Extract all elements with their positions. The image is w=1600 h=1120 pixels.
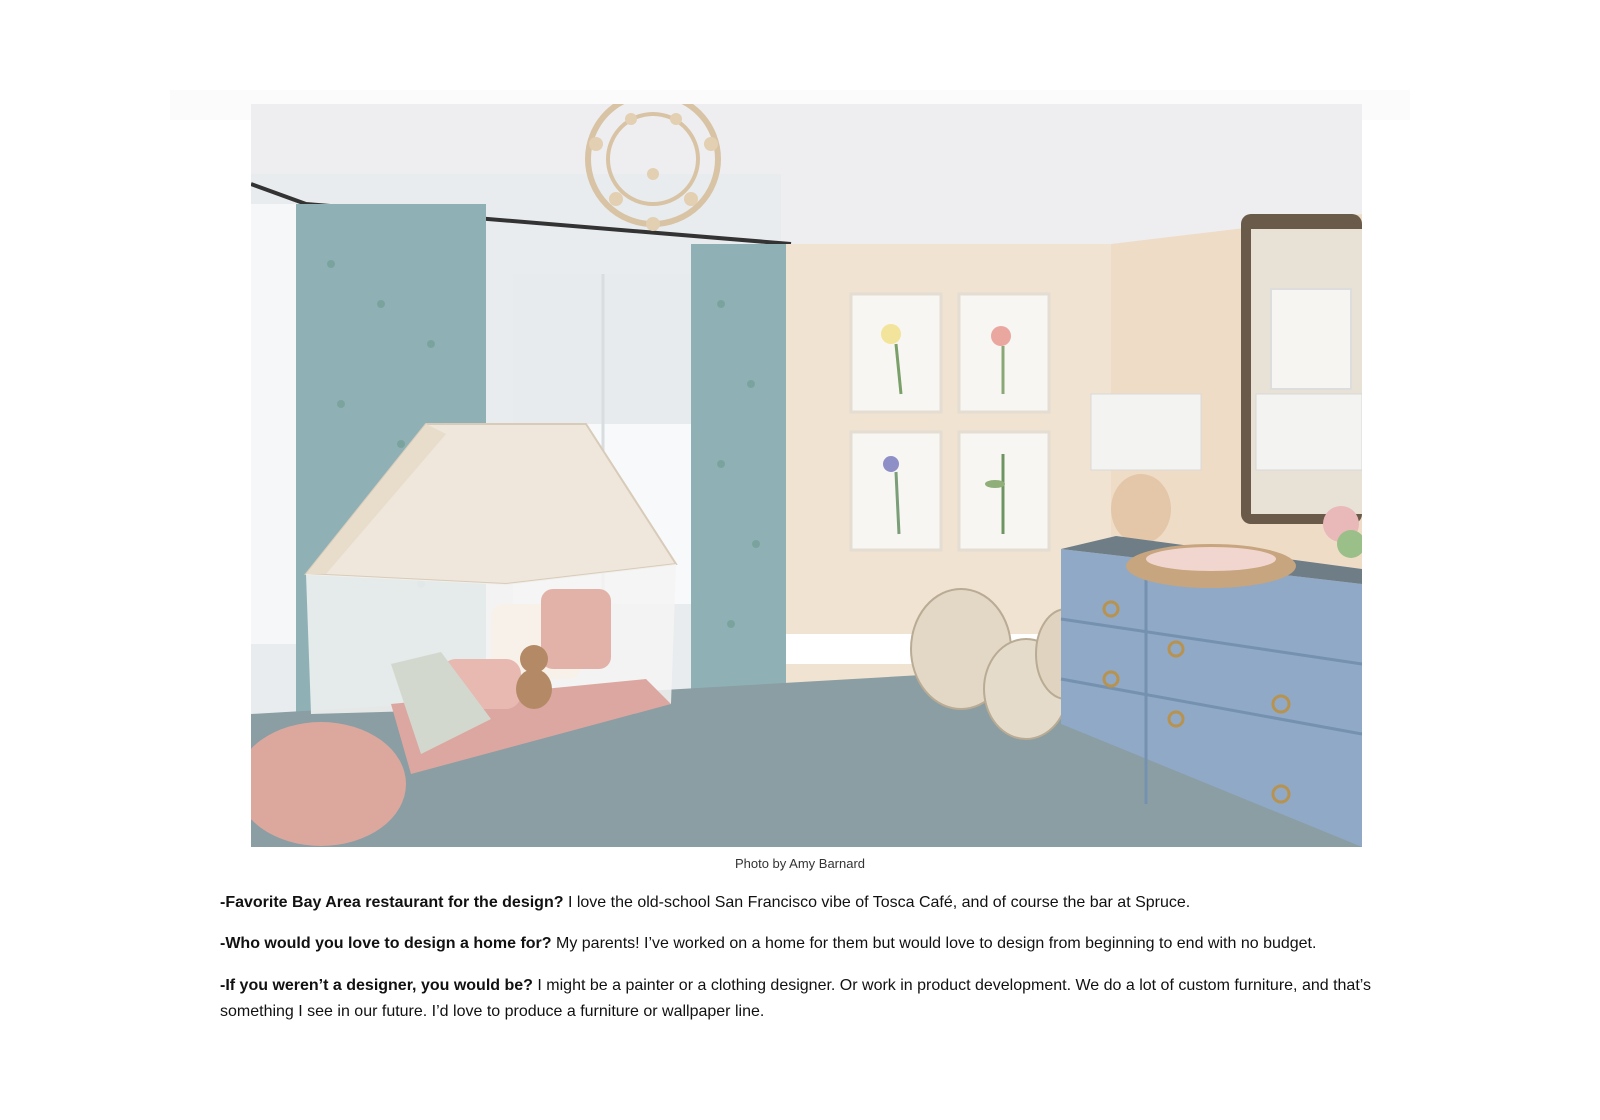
answer-2: My parents! I’ve worked on a home for them but would love to design from beginning to end with no budget. <box>556 935 1317 952</box>
nursery-photo <box>251 104 1362 847</box>
teddy-bear <box>520 645 548 673</box>
photo-caption: Photo by Amy Barnard <box>734 856 866 871</box>
interview-item-1 <box>220 890 1380 916</box>
lamp-shade <box>1091 394 1201 470</box>
interview-item-2 <box>220 931 1380 957</box>
interview-item-3 <box>220 973 1380 1025</box>
question-2: -Who would you love to design a home for? <box>220 935 552 952</box>
nursery-illustration <box>251 104 1362 847</box>
answer-1: I love the old-school San Francisco vibe of Tosca Café, and of course the bar at Spruce. <box>567 894 1191 911</box>
question-3: -If you weren’t a designer, you would be? <box>220 977 533 994</box>
lamp-base <box>1111 474 1171 544</box>
curtain-right <box>691 244 786 724</box>
question-1: -Favorite Bay Area restaurant for the design? <box>220 894 564 911</box>
answer-3: I might be a painter or a clothing designer. Or work in product development. We do a lot of custom furniture, and that’s something I see in our future. I’d love to produce a furniture or wallpaper line. <box>220 977 1372 1020</box>
